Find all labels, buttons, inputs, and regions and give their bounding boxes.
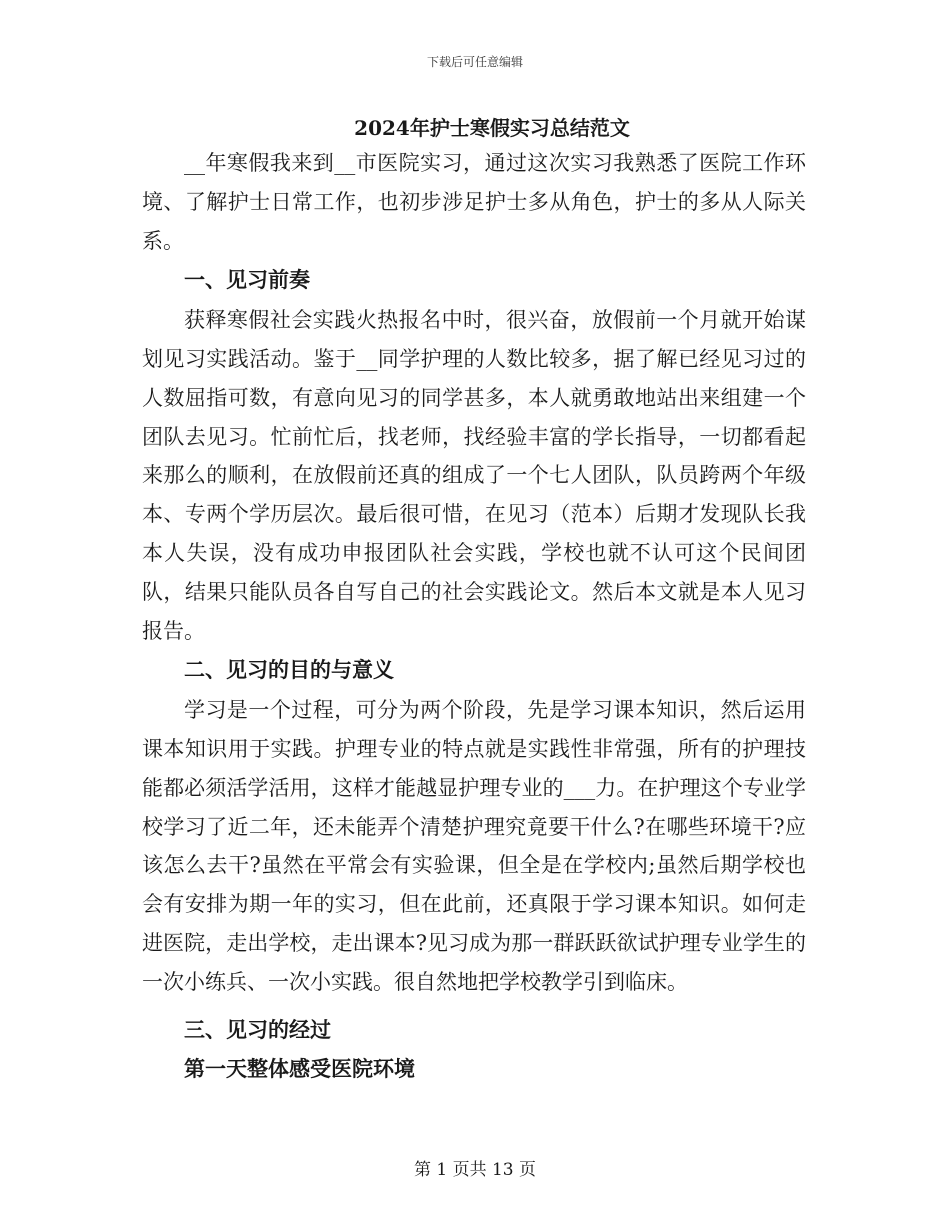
document-title: 2024年护士寒假实习总结范文 (354, 116, 630, 140)
section-heading-prelude: 一、见习前奏 (184, 267, 310, 293)
purpose-paragraph: 学习是一个过程，可分为两个阶段，先是学习课本知识，然后运用课本知识用于实践。护理专业的特点就是实践性非常强，所有的护理技能都必须活学活用，这样才能越显护理专业的___力。在护理这个专业学校学习了近二年，还未能弄个清楚护理究竟要干什么?在哪些环境干?应该怎么去干?虽然在平常会有实验课，但全是在学校内;虽然后期学校也会有安排为期一年的实习，但在此前，还真限于学习课本知识。如何走进医院，走出学校，走出课本?见习成为那一群跃跃欲试护理专业学生的一次小练兵、一次小实践。很自然地把学校教学引到临床。 (142, 698, 806, 994)
intro-paragraph: __年寒假我来到__市医院实习，通过这次实习我熟悉了医院工作环境、了解护士日常工作，也初步涉足护士多从角色，护士的多从人际关系。 (142, 151, 806, 253)
page-footer: 第 1 页共 13 页 (413, 1160, 537, 1180)
subsection-heading-day-one: 第一天整体感受医院环境 (184, 1056, 415, 1082)
document-body (142, 144, 806, 1090)
header-note: 下载后可任意编辑 (426, 55, 523, 69)
section-heading-process: 三、见习的经过 (184, 1016, 331, 1042)
prelude-paragraph: 获释寒假社会实践火热报名中时，很兴奋，放假前一个月就开始谋划见习实践活动。鉴于__同学护理的人数比较多，据了解已经见习过的人数屈指可数，有意向见习的同学甚多，本人就勇敢地站出来组建一个团队去见习。忙前忙后，找老师，找经验丰富的学长指导，一切都看起来那么的顺利，在放假前还真的组成了一个七人团队，队员跨两个年级本、专两个学历层次。最后很可惜，在见习（范本）后期才发现队长我本人失误，没有成功申报团队社会实践，学校也就不认可这个民间团队，结果只能队员各自写自己的社会实践论文。然后本文就是本人见习报告。 (142, 308, 806, 643)
section-heading-purpose: 二、见习的目的与意义 (184, 657, 394, 683)
